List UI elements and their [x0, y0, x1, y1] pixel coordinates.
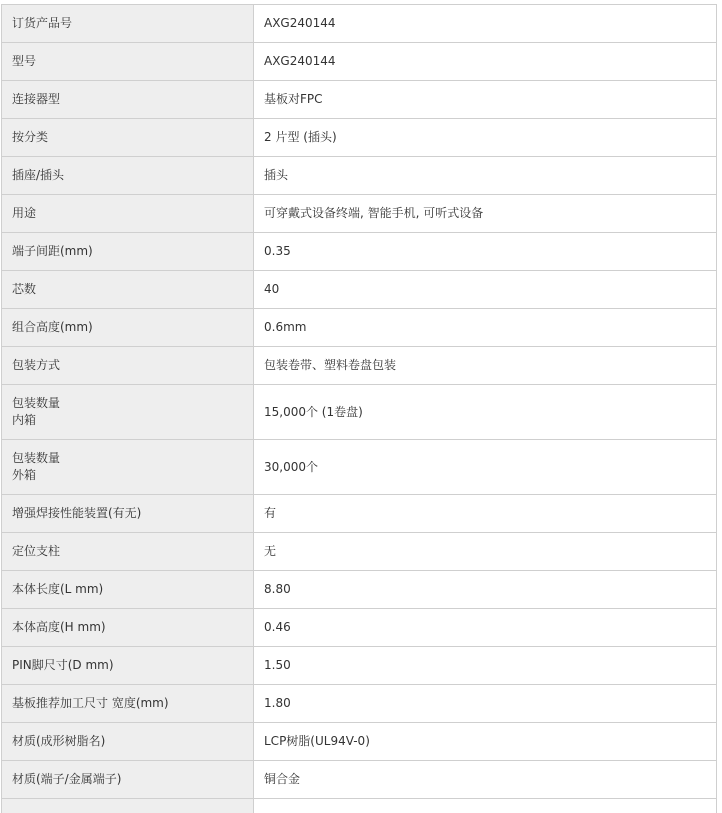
row-value: LCP树脂(UL94V-0): [254, 723, 717, 761]
row-label: 增强焊接性能装置(有无): [2, 495, 254, 533]
row-label-cell: [2, 440, 254, 495]
table-row: [2, 195, 717, 233]
row-label: 材质(端子/金属端子): [2, 761, 254, 799]
row-label: 端子间距(mm): [2, 233, 254, 271]
table-row: [2, 233, 717, 271]
row-value: 铜合金: [254, 761, 717, 799]
table-row: [2, 271, 717, 309]
row-label: 定位支柱: [2, 533, 254, 571]
table-row: [2, 81, 717, 119]
row-value: 可穿戴式设备终端, 智能手机, 可听式设备: [254, 195, 717, 233]
table-row: [2, 119, 717, 157]
row-value: 0.35: [254, 233, 717, 271]
row-value: 有: [254, 495, 717, 533]
row-value: 插头: [254, 157, 717, 195]
row-label-sub: 外箱: [12, 468, 37, 482]
row-label: 订货产品号: [2, 5, 254, 43]
table-row: [2, 347, 717, 385]
row-value: 30,000个: [254, 440, 717, 495]
row-label: 按分类: [2, 119, 254, 157]
row-label-empty: [2, 799, 254, 813]
table-row: [2, 440, 717, 495]
row-value: 40: [254, 271, 717, 309]
row-label: 包装数量: [12, 396, 61, 410]
table-row: [2, 533, 717, 571]
row-value: 0.6mm: [254, 309, 717, 347]
row-label: 本体长度(L mm): [2, 571, 254, 609]
row-value: 1.80: [254, 685, 717, 723]
row-label: 型号: [2, 43, 254, 81]
row-label: 包装数量: [12, 451, 61, 465]
table-row: [2, 43, 717, 81]
row-value: 包装卷带、塑料卷盘包装: [254, 347, 717, 385]
row-value: 15,000个 (1卷盘): [254, 385, 717, 440]
spec-table: [1, 4, 717, 813]
row-label: 材质(成形树脂名): [2, 723, 254, 761]
table-row: [2, 309, 717, 347]
table-row: [2, 799, 717, 813]
row-label: 组合高度(mm): [2, 309, 254, 347]
row-label: 芯数: [2, 271, 254, 309]
row-value: 1.50: [254, 647, 717, 685]
row-value: 8.80: [254, 571, 717, 609]
row-label-sub: 内箱: [12, 413, 37, 427]
table-row: [2, 571, 717, 609]
row-value: 基板对FPC: [254, 81, 717, 119]
row-label: 包装方式: [2, 347, 254, 385]
row-label: 本体高度(H mm): [2, 609, 254, 647]
row-value: AXG240144: [254, 5, 717, 43]
row-value: 无: [254, 533, 717, 571]
row-label: 插座/插头: [2, 157, 254, 195]
table-row: [2, 685, 717, 723]
table-row: [2, 495, 717, 533]
row-value: 2 片型 (插头): [254, 119, 717, 157]
table-row: [2, 761, 717, 799]
row-label: 用途: [2, 195, 254, 233]
row-value: AXG240144: [254, 43, 717, 81]
table-row: [2, 647, 717, 685]
row-value: 0.46: [254, 609, 717, 647]
row-value-empty: [254, 799, 717, 813]
row-label: PIN脚尺寸(D mm): [2, 647, 254, 685]
table-row: [2, 609, 717, 647]
row-label-cell: [2, 385, 254, 440]
table-row: [2, 5, 717, 43]
row-label: 基板推荐加工尺寸 宽度(mm): [2, 685, 254, 723]
table-row: [2, 157, 717, 195]
table-row: [2, 723, 717, 761]
row-label: 连接器型: [2, 81, 254, 119]
table-row: [2, 385, 717, 440]
